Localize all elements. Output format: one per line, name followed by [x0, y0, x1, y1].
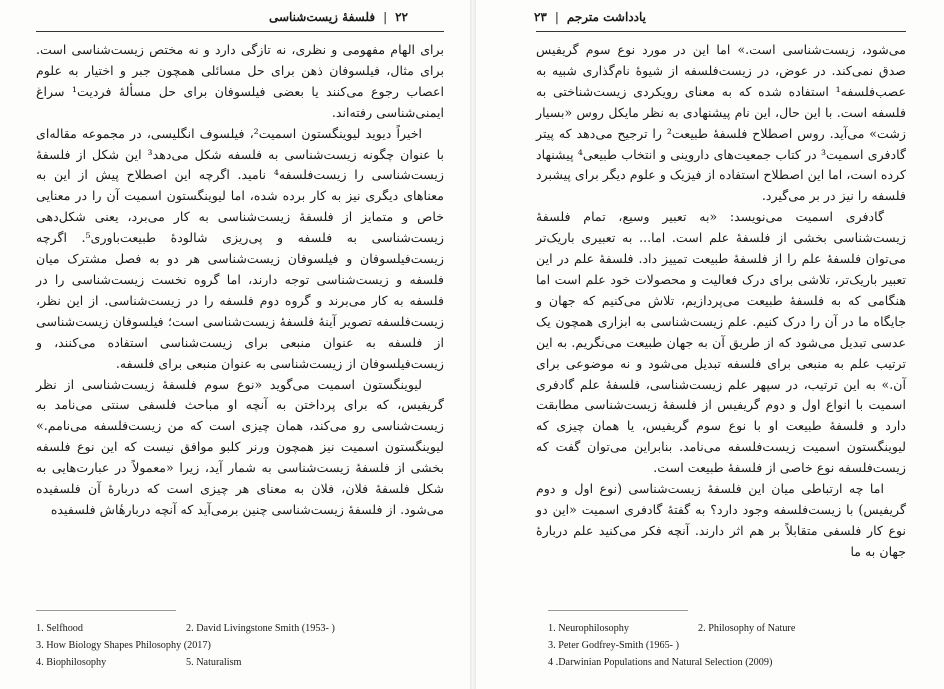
footnote-row	[36, 654, 446, 671]
page-number: ۲۲	[395, 10, 408, 24]
footnote-rule	[36, 610, 176, 611]
footnote: 2. Philosophy of Nature	[698, 623, 796, 634]
page-header	[268, 10, 408, 28]
footnote: 4. Biophilosophy	[36, 657, 107, 668]
footnotes	[548, 620, 918, 671]
paragraph: اما چه ارتباطی میان این فلسفهٔ زیست‌شناسی (نوع اول و دوم گریفیس) با زیست‌فلسفه وجود دارد؟ به گفتهٔ گادفری اسمیت «این دو نوع کار فلسفی متقابلاً بر هم اثر دارند. آنچه فکر می‌کنید علم دربارهٔ جهان به ما	[536, 481, 906, 559]
footnote: 3. Peter Godfrey-Smith (1965- )	[548, 640, 679, 651]
footnote: 1. Selfhood	[36, 623, 83, 634]
paragraph: می‌شود، زیست‌شناسی است.» اما این در مورد نوع سوم گریفیس صدق نمی‌کند. در عوض، در زیست‌فلسفه از شیوهٔ نام‌گذاری شبیه به عصب‌فلسفه¹ استفاده شده که به معنای رویکردی زیست‌شناختی به فلسفه است. با این حال، این نام پیشنهادی به نظر مایکل روس «بسیار زشت» می‌آید. روس اصطلاح فلسفهٔ طبیعت² را ترجیح می‌دهد که پیتر گادفری اسمیت³ در کتاب جمعیت‌های داروینی و انتخاب طبیعی⁴ پیشنهاد کرده است، اما این اصطلاح استفاده از فیزیک و علوم دیگر برای پیشبرد فلسفه را نیز در بر می‌گیرد.	[536, 42, 906, 204]
paragraph: لیوینگستون اسمیت می‌گوید «نوع سوم فلسفهٔ زیست‌شناسی از نظر گریفیس، که برای پرداختن به آنچه او مباحث فلسفی سنتی می‌نامد به زیست‌شناسی رو می‌کند، همان چیزی است که من زیست‌فلسفه می‌نامم.» لیوینگستون اسمیت نیز همچون ورنر کلبو موافق نیست که این نوع فلسفه بخشی از فلسفهٔ زیست‌شناسی به شمار آید، زیرا «معمولاً در عبارت‌هایی به شکل فلسفهٔ فلان، فلان به معنای هر چیزی است که دربارهٔ آن فلسفیده می‌شود. از فلسفهٔ زیست‌شناسی چنین برمی‌آید که آنچه دربارهٔاش فلسفیده	[36, 376, 444, 517]
page-header	[533, 10, 646, 28]
body-text	[36, 40, 444, 521]
footnote-row	[36, 637, 446, 654]
header-separator: |	[383, 10, 388, 24]
footnote: 1. Neurophilosophy	[548, 623, 629, 634]
footnotes	[36, 620, 446, 671]
header-rule	[536, 31, 906, 32]
header-rule	[36, 31, 444, 32]
footnote-row	[548, 654, 918, 671]
footnote-row	[548, 637, 918, 654]
running-title: فلسفهٔ زیست‌شناسی	[268, 10, 376, 24]
page-number: ۲۳	[533, 10, 547, 24]
footnote: 3. How Biology Shapes Philosophy (2017)	[36, 640, 211, 651]
paragraph: گادفری اسمیت می‌نویسد: «به تعبیر وسیع، تمام فلسفهٔ زیست‌شناسی بخشی از فلسفهٔ علم است. اما... به تعبیری باریک‌تر می‌توان فلسفهٔ علم را از فلسفهٔ طبیعت تمییز داد. فلسفهٔ علم در این تعبیر باریک‌تر، تلاشی برای درک فعالیت و محصولات خود علم است اما هنگامی که به فلسفهٔ طبیعت می‌پردازیم، تلاش می‌کنیم که جهان و جایگاه ما در آن را درک کنیم. علم زیست‌شناسی به ابزاری همچون یک عدسی تبدیل می‌شود که از طریق آن به جهان طبیعت می‌نگریم. به این ترتیب علم به منبعی برای فلسفه تبدیل می‌شود و نه موضوعی برای آن.» به این ترتیب، در سپهر علم زیست‌شناسی، فلسفهٔ علم گادفری اسمیت با انواع اول و دوم گریفیس از فلسفهٔ زیست‌شناسی مطابقت دارد و فلسفهٔ طبیعت او با نوع سوم گریفیس، یا همان چیزی که لیوینگستون اسمیت زیست‌فلسفه می‌نامد. بنابراین می‌توان گفت که زیست‌فلسفه نوع خاصی از فلسفهٔ طبیعت است.	[536, 209, 906, 476]
footnote-row	[36, 620, 446, 637]
body-text	[536, 40, 906, 563]
right-page	[476, 0, 944, 689]
footnote: 4 .Darwinian Populations and Natural Selection (2009)	[548, 657, 773, 668]
running-title: یادداشت مترجم	[566, 10, 646, 24]
footnote: 5. Naturalism	[186, 657, 242, 668]
footnote-row	[548, 620, 918, 637]
paragraph: برای الهام مفهومی و نظری، نه تازگی دارد و نه مختص زیست‌شناسی است. برای مثال، فیلسوفان ذهن برای حل مسائلی همچون جبر و اختیار به علوم اعصاب رجوع می‌کنند یا بعضی فیلسوفان برای حل مسألهٔ فردیت¹ سراغ ایمنی‌شناسی رفته‌اند.	[36, 42, 444, 120]
paragraph: اخیراً دیوید لیوینگستون اسمیت²، فیلسوف انگلیسی، در مجموعه مقاله‌ای با عنوان چگونه زیست‌شناسی به فلسفه شکل می‌دهد³ این شکل از فلسفهٔ زیست‌شناسی را زیست‌فلسفه⁴ نامید. اگرچه این اصطلاح پیش از این به معناهای دیگری نیز به کار برده شده، اما لیوینگستون اسمیت آن را در معنایی خاص و متمایز از فلسفهٔ زیست‌شناسی به کار می‌برد، یعنی شکل‌دهی زیست‌شناسی به فلسفه و پی‌ریزی شالودهٔ طبیعت‌باوری⁵. اگرچه زیست‌فیلسوفان و فیلسوفان زیست‌شناسی هر دو به فصل مشترک میان فلسفه و زیست‌شناسی توجه دارند، اما گروه نخست زیست‌شناسی را در فلسفه به کار می‌برند و گروه دوم فلسفه را در زیست‌شناسی. از این نظر، زیست‌فلسفه تصویر آینهٔ فلسفهٔ زیست‌شناسی است؛ فیلسوفان زیست‌شناسی از فلسفه به عنوان منبعی برای زیست‌شناسی استفاده می‌کنند، و زیست‌فیلسوفان از زیست‌شناسی به عنوان منبعی برای فلسفه.	[36, 125, 445, 371]
header-separator: |	[554, 10, 559, 24]
left-page	[0, 0, 470, 689]
footnote: 2. David Livingstone Smith (1953- )	[186, 623, 335, 634]
footnote-rule	[548, 610, 688, 611]
